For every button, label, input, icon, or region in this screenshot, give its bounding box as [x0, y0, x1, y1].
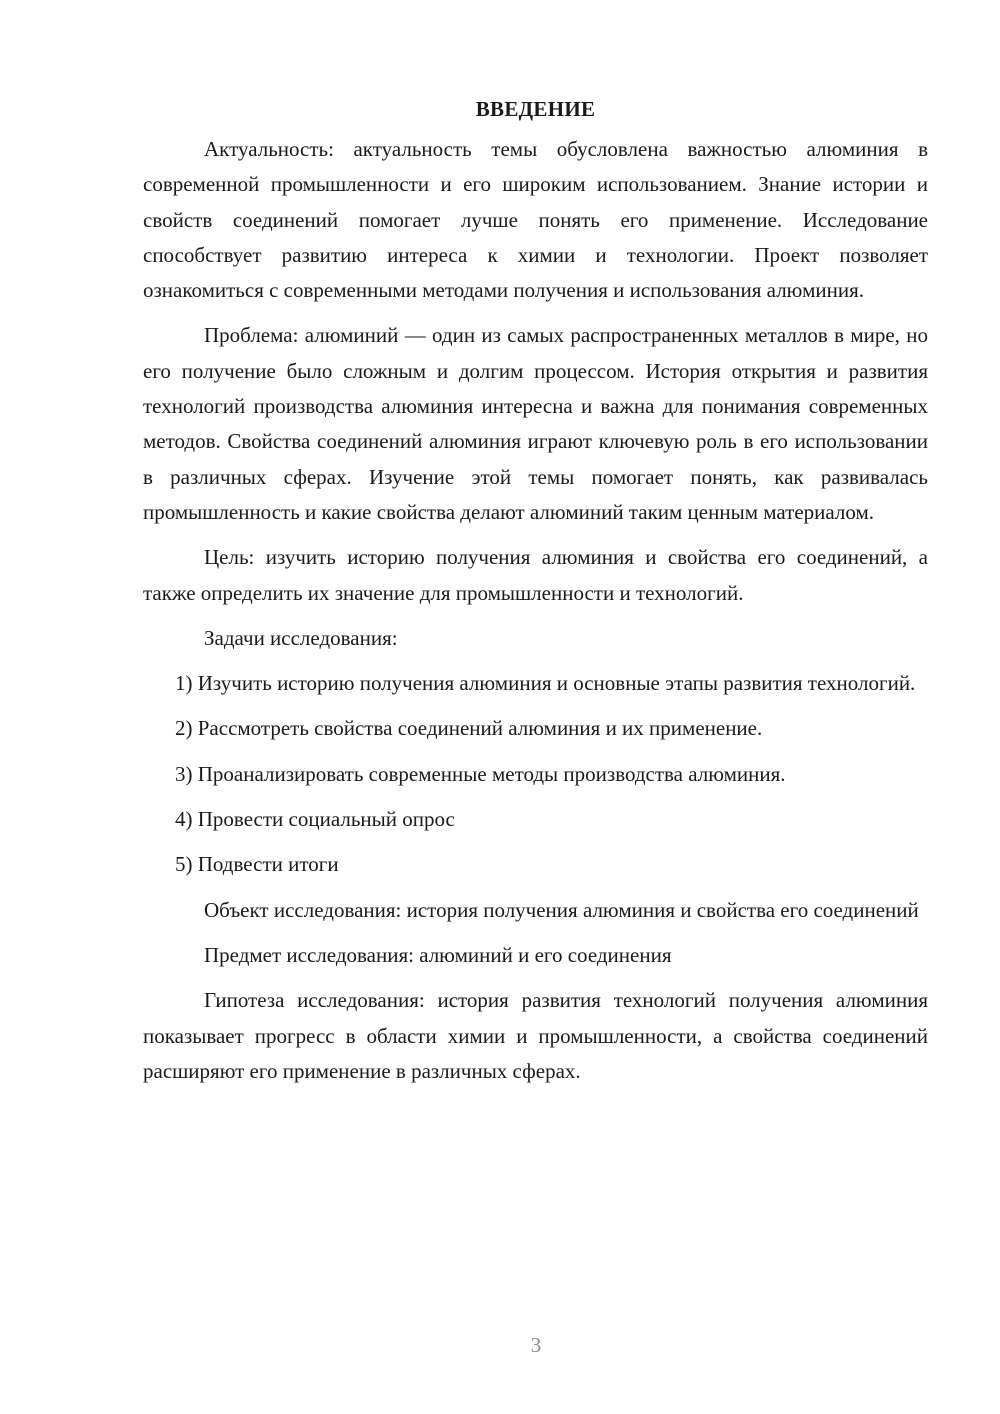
task-item-2: 2) Рассмотреть свойства соединений алюминия и их применение. — [175, 716, 763, 741]
page-number: 3 — [530, 1333, 542, 1357]
object-paragraph: Объект исследования: история получения алюминия и свойства его соединений — [204, 897, 919, 922]
page-title: ВВЕДЕНИЕ — [475, 97, 596, 121]
task-item-4: 4) Провести социальный опрос — [175, 807, 455, 832]
task-item-5: 5) Подвести итоги — [175, 852, 339, 877]
hypothesis-paragraph: Гипотеза исследования: история развития технологий получения алюминия показывает прогресс в области химии и промышленности, а свойства соединений расширяют его применение в различных сферах. — [143, 988, 928, 1083]
subject-paragraph: Предмет исследования: алюминий и его соединения — [204, 942, 672, 967]
goal-paragraph: Цель: изучить историю получения алюминия и свойства его соединений, а также определить их значение для промышленности и технологий. — [143, 545, 928, 605]
task-item-1: 1) Изучить историю получения алюминия и основные этапы развития технологий. — [175, 671, 916, 696]
problem-paragraph: Проблема: алюминий — один из самых распространенных металлов в мире, но его получение было сложным и долгим процессом. История открытия и развития технологий производства алюминия интересна и важна для понимания современных методов. Свойства соединений алюминия играют ключевую роль в его использовании в различных сферах. Изучение этой темы помогает понять, как развивалась промышленность и какие свойства делают алюминий таким ценным материалом. — [143, 323, 928, 524]
document-page — [143, 92, 928, 1089]
relevance-paragraph: Актуальность: актуальность темы обусловлена важностью алюминия в современной промышленности и его широким использованием. Знание истории и свойств соединений помогает лучше понять его применение. Исследование способствует развитию интереса к химии и технологии. Проект позволяет ознакомиться с современными методами получения и использования алюминия. — [143, 137, 928, 303]
tasks-heading: Задачи исследования: — [204, 625, 398, 650]
task-item-3: 3) Проанализировать современные методы производства алюминия. — [175, 761, 786, 786]
